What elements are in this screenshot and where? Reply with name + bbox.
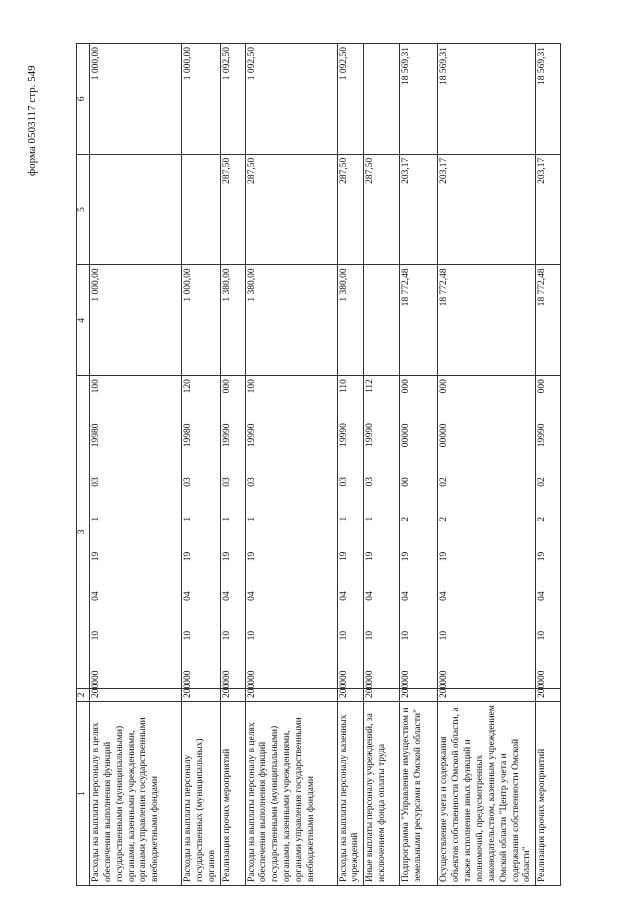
row-executed-cell <box>89 154 181 265</box>
table-row <box>220 44 245 886</box>
code-segment: 19 <box>221 551 232 562</box>
code-segment: 03 <box>365 477 376 487</box>
code-segment: 10 <box>182 630 193 641</box>
table-row <box>245 44 337 886</box>
table-row <box>181 44 220 886</box>
row-name-cell: Реализация прочих мероприятий <box>536 701 561 885</box>
classification-code <box>537 379 549 685</box>
code-segment: 1 <box>246 516 257 522</box>
code-segment: 19 <box>439 551 450 562</box>
row-approved-cell: 1 380,00 <box>337 265 364 376</box>
row-approved-cell: 1 000,00 <box>181 265 220 376</box>
table-body <box>89 44 560 886</box>
row-line-code-cell: 200 <box>438 688 536 701</box>
form-label <box>24 16 44 176</box>
row-line-code-cell: 200 <box>220 688 245 701</box>
column-header-6: 6 <box>77 44 90 155</box>
row-unexecuted-cell: 1 000,00 <box>89 44 181 155</box>
code-segment: 19990 <box>221 423 232 448</box>
row-unexecuted-cell: 1 000,00 <box>181 44 220 155</box>
code-segment: 19990 <box>537 423 548 448</box>
code-segment: 000 <box>221 670 232 685</box>
row-line-code-cell: 200 <box>337 688 364 701</box>
code-segment: 03 <box>90 477 101 487</box>
row-approved-cell: 18 772,48 <box>536 265 561 376</box>
code-segment: 19 <box>182 551 193 562</box>
column-header-1: 1 <box>77 701 90 885</box>
row-name-cell: Осуществление учета и содержания объектов собственности Омской области, а также исполнение иных функций и полномочий, предусмотренных законодательством, казенным учреждением Омской области "Центр учета и содержания собственности Омской области" <box>438 701 536 885</box>
code-segment: 19990 <box>338 423 349 447</box>
table-row <box>89 44 181 886</box>
code-segment: 03 <box>246 477 257 487</box>
code-segment: 19980 <box>182 423 193 448</box>
code-segment: 02 <box>537 477 548 487</box>
code-segment: 04 <box>221 591 232 601</box>
classification-code <box>339 379 351 685</box>
row-approved-cell: 1 380,00 <box>245 265 337 376</box>
code-segment: 100 <box>246 379 257 394</box>
row-approved-cell: 1 380,00 <box>220 265 245 376</box>
code-segment: 000 <box>401 379 412 394</box>
row-classification-code-cell <box>337 376 364 689</box>
row-approved-cell: 18 772,48 <box>438 265 536 376</box>
code-segment: 000 <box>401 670 412 685</box>
row-name-cell: Подпрограмма "Управление имуществом и земельными ресурсами в Омской области" <box>400 701 438 885</box>
code-segment: 04 <box>338 591 349 601</box>
row-executed-cell: 203,17 <box>438 154 536 265</box>
table-row <box>536 44 561 886</box>
code-segment: 120 <box>182 379 193 394</box>
code-segment: 2 <box>401 516 412 522</box>
column-header-5: 5 <box>77 154 90 265</box>
code-segment: 04 <box>537 591 548 601</box>
row-approved-cell: 1 000,00 <box>89 265 181 376</box>
code-segment: 19 <box>537 551 548 562</box>
row-executed-cell <box>181 154 220 265</box>
code-segment: 10 <box>365 630 376 641</box>
column-header-4: 4 <box>77 265 90 376</box>
code-segment: 10 <box>221 630 232 641</box>
row-name-cell: Расходы на выплаты персоналу в целях обеспечения выполнения функций государственными (муниципальными) органами, казенными учреждениями, органами управления государственными внебюджетными фондами <box>245 701 337 885</box>
code-segment: 10 <box>246 630 257 641</box>
row-line-code-cell: 200 <box>400 688 438 701</box>
classification-code <box>439 379 451 685</box>
code-segment: 100 <box>90 379 101 394</box>
row-line-code-cell: 200 <box>364 688 400 701</box>
classification-code <box>91 379 103 685</box>
code-segment: 10 <box>338 630 349 641</box>
row-unexecuted-cell: 1 092,50 <box>337 44 364 155</box>
row-classification-code-cell <box>89 376 181 689</box>
form-label-text: форма 0503117 стр. 549 <box>26 65 38 176</box>
budget-table-container <box>76 43 580 886</box>
row-unexecuted-cell <box>364 44 400 155</box>
row-executed-cell: 287,50 <box>245 154 337 265</box>
code-segment: 10 <box>401 630 412 641</box>
code-segment: 000 <box>246 670 257 685</box>
row-name-cell: Иные выплаты персоналу учреждений, за исключением фонда оплаты труда <box>364 701 400 885</box>
row-classification-code-cell <box>536 376 561 689</box>
table-row <box>400 44 438 886</box>
code-segment: 000 <box>439 379 450 394</box>
code-segment: 10 <box>439 630 450 641</box>
column-number-row <box>77 44 90 886</box>
row-classification-code-cell <box>400 376 438 689</box>
code-segment: 000 <box>338 670 349 685</box>
code-segment: 2 <box>537 516 548 522</box>
classification-code <box>183 379 195 685</box>
row-unexecuted-cell: 18 569,31 <box>400 44 438 155</box>
code-segment: 10 <box>537 630 548 641</box>
code-segment: 110 <box>338 379 349 394</box>
code-segment: 1 <box>221 516 232 522</box>
row-executed-cell: 287,50 <box>220 154 245 265</box>
code-segment: 1 <box>365 516 376 522</box>
code-segment: 10 <box>90 630 101 641</box>
row-executed-cell: 203,17 <box>536 154 561 265</box>
code-segment: 1 <box>182 516 193 522</box>
table-row <box>364 44 400 886</box>
column-header-2: 2 <box>77 688 90 701</box>
code-segment: 1 <box>338 516 349 522</box>
row-executed-cell: 203,17 <box>400 154 438 265</box>
row-approved-cell <box>364 265 400 376</box>
code-segment: 2 <box>439 516 450 522</box>
classification-code <box>365 379 377 685</box>
row-name-cell: Расходы на выплаты персоналу в целях обеспечения выполнения функций государственными (муниципальными) органами, казенными учреждениями, органами управления государственными внебюджетными фондами <box>89 701 181 885</box>
code-segment: 000 <box>537 379 548 394</box>
row-approved-cell: 18 772,48 <box>400 265 438 376</box>
classification-code <box>247 379 259 685</box>
code-segment: 04 <box>246 591 257 601</box>
code-segment: 000 <box>365 670 376 685</box>
row-classification-code-cell <box>438 376 536 689</box>
code-segment: 02 <box>439 477 450 487</box>
row-line-code-cell: 200 <box>536 688 561 701</box>
code-segment: 000 <box>537 670 548 685</box>
table-row <box>337 44 364 886</box>
code-segment: 04 <box>439 591 450 601</box>
code-segment: 000 <box>90 670 101 685</box>
code-segment: 00 <box>401 477 412 487</box>
code-segment: 00000 <box>439 423 450 448</box>
row-unexecuted-cell: 1 092,50 <box>245 44 337 155</box>
row-unexecuted-cell: 18 569,31 <box>438 44 536 155</box>
code-segment: 04 <box>182 591 193 601</box>
row-executed-cell: 287,50 <box>337 154 364 265</box>
code-segment: 000 <box>439 670 450 685</box>
row-name-cell: Расходы на выплаты персоналу казенных учреждений <box>337 701 364 885</box>
budget-execution-table <box>76 43 561 886</box>
row-name-cell: Расходы на выплаты персоналу государственных (муниципальных) органов <box>181 701 220 885</box>
row-unexecuted-cell: 18 569,31 <box>536 44 561 155</box>
code-segment: 112 <box>365 379 376 394</box>
code-segment: 19 <box>90 551 101 562</box>
code-segment: 19 <box>246 551 257 562</box>
row-name-cell: Реализация прочих мероприятий <box>220 701 245 885</box>
code-segment: 03 <box>182 477 193 487</box>
column-header-3: 3 <box>77 376 90 689</box>
code-segment: 19 <box>401 551 412 562</box>
table-row <box>438 44 536 886</box>
code-segment: 04 <box>90 591 101 601</box>
row-unexecuted-cell: 1 092,50 <box>220 44 245 155</box>
row-line-code-cell: 200 <box>181 688 220 701</box>
code-segment: 1 <box>90 516 101 522</box>
classification-code <box>401 379 413 685</box>
code-segment: 19 <box>365 551 376 562</box>
code-segment: 03 <box>221 477 232 487</box>
code-segment: 03 <box>338 477 349 487</box>
code-segment: 04 <box>401 591 412 601</box>
row-line-code-cell: 200 <box>89 688 181 701</box>
code-segment: 19990 <box>246 423 257 448</box>
row-classification-code-cell <box>245 376 337 689</box>
row-line-code-cell: 200 <box>245 688 337 701</box>
code-segment: 19 <box>338 551 349 562</box>
row-executed-cell: 287,50 <box>364 154 400 265</box>
row-classification-code-cell <box>181 376 220 689</box>
code-segment: 19990 <box>365 423 376 447</box>
row-classification-code-cell <box>220 376 245 689</box>
row-classification-code-cell <box>364 376 400 689</box>
code-segment: 04 <box>365 591 376 601</box>
code-segment: 19980 <box>90 423 101 448</box>
code-segment: 000 <box>182 670 193 685</box>
code-segment: 00000 <box>401 423 412 448</box>
code-segment: 000 <box>221 379 232 394</box>
classification-code <box>222 379 234 685</box>
